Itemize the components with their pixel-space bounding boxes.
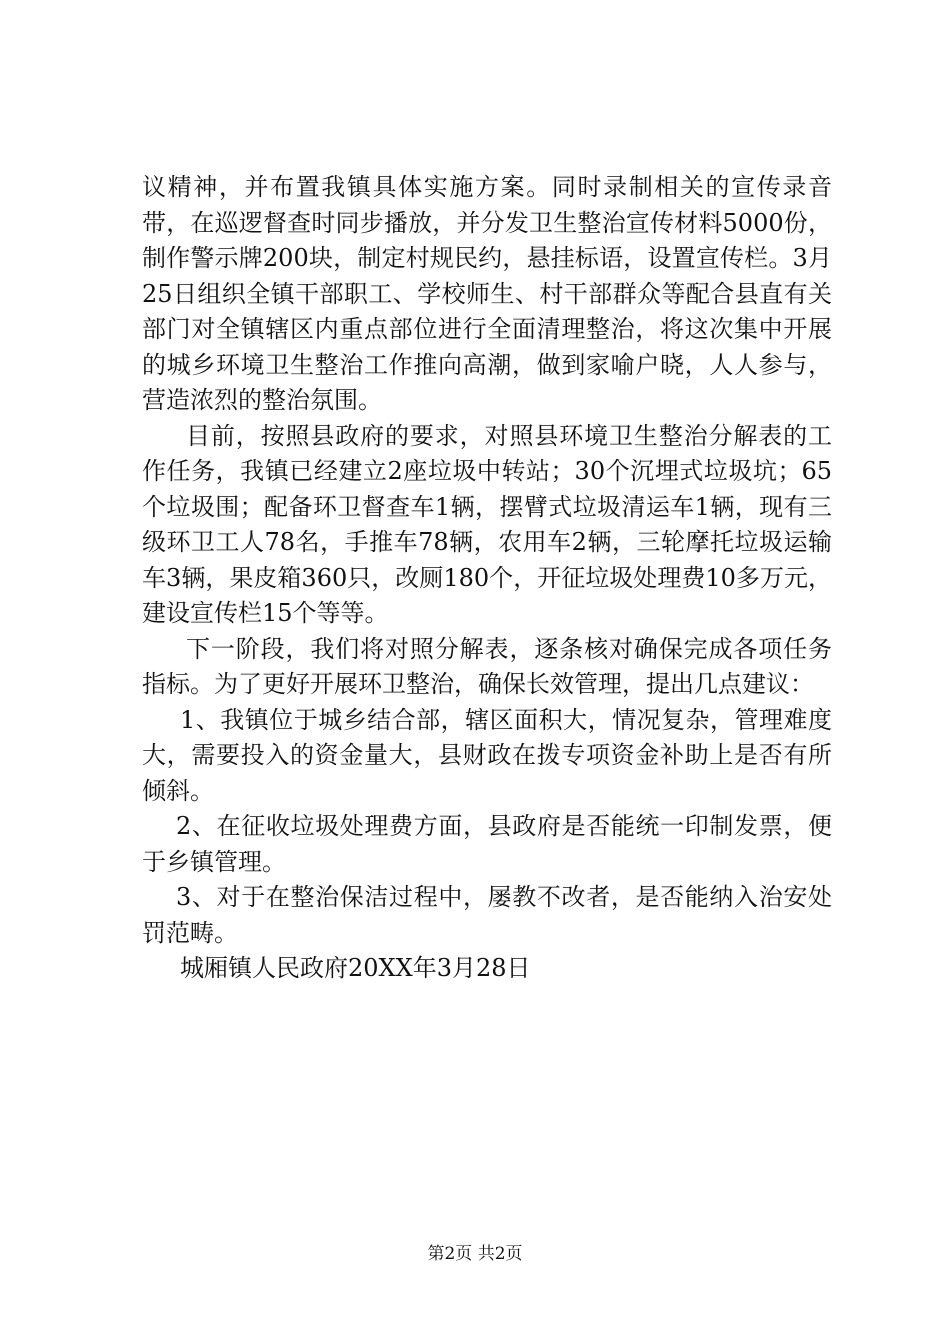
suggestion-item-1: 1、我镇位于城乡结合部，辖区面积大，情况复杂，管理难度大，需要投入的资金量大，县财政在拨专项资金补助上是否有所倾斜。	[142, 705, 832, 805]
suggestion-item-3: 3、对于在整治保洁过程中，屡教不改者，是否能纳入治安处罚范畴。	[142, 883, 832, 947]
signature-line: 城厢镇人民政府20XX年3月28日	[180, 954, 531, 982]
paragraph-current-progress: 目前，按照县政府的要求，对照县环境卫生整治分解表的工作任务，我镇已经建立2座垃圾中转站；30个沉埋式垃圾坑；65个垃圾围；配备环卫督查车1辆，摆臂式垃圾清运车1辆，现有三级环卫工人78名，手推车78辆，农用车2辆，三轮摩托垃圾运输车3辆，果皮箱360只，改厕180个，开征垃圾处理费10多万元，建设宣传栏15个等等。	[142, 421, 832, 627]
document-body	[142, 170, 832, 987]
paragraph-publicity: 议精神，并布置我镇具体实施方案。同时录制相关的宣传录音带，在巡逻督查时同步播放，并分发卫生整治宣传材料5000份，制作警示牌200块，制定村规民约，悬挂标语，设置宣传栏。3月25日组织全镇干部职工、学校师生、村干部群众等配合县直有关部门对全镇辖区内重点部位进行全面清理整治，将这次集中开展的城乡环境卫生整治工作推向高潮，做到家喻户晓，人人参与，营造浓烈的整治氛围。	[142, 173, 832, 414]
paragraph-next-stage: 下一阶段，我们将对照分解表，逐条核对确保完成各项任务指标。为了更好开展环卫整治，确保长效管理，提出几点建议：	[142, 634, 832, 698]
suggestion-item-2: 2、在征收垃圾处理费方面，县政府是否能统一印制发票，便于乡镇管理。	[142, 812, 832, 876]
page-number-footer: 第2页 共2页	[427, 1244, 523, 1264]
